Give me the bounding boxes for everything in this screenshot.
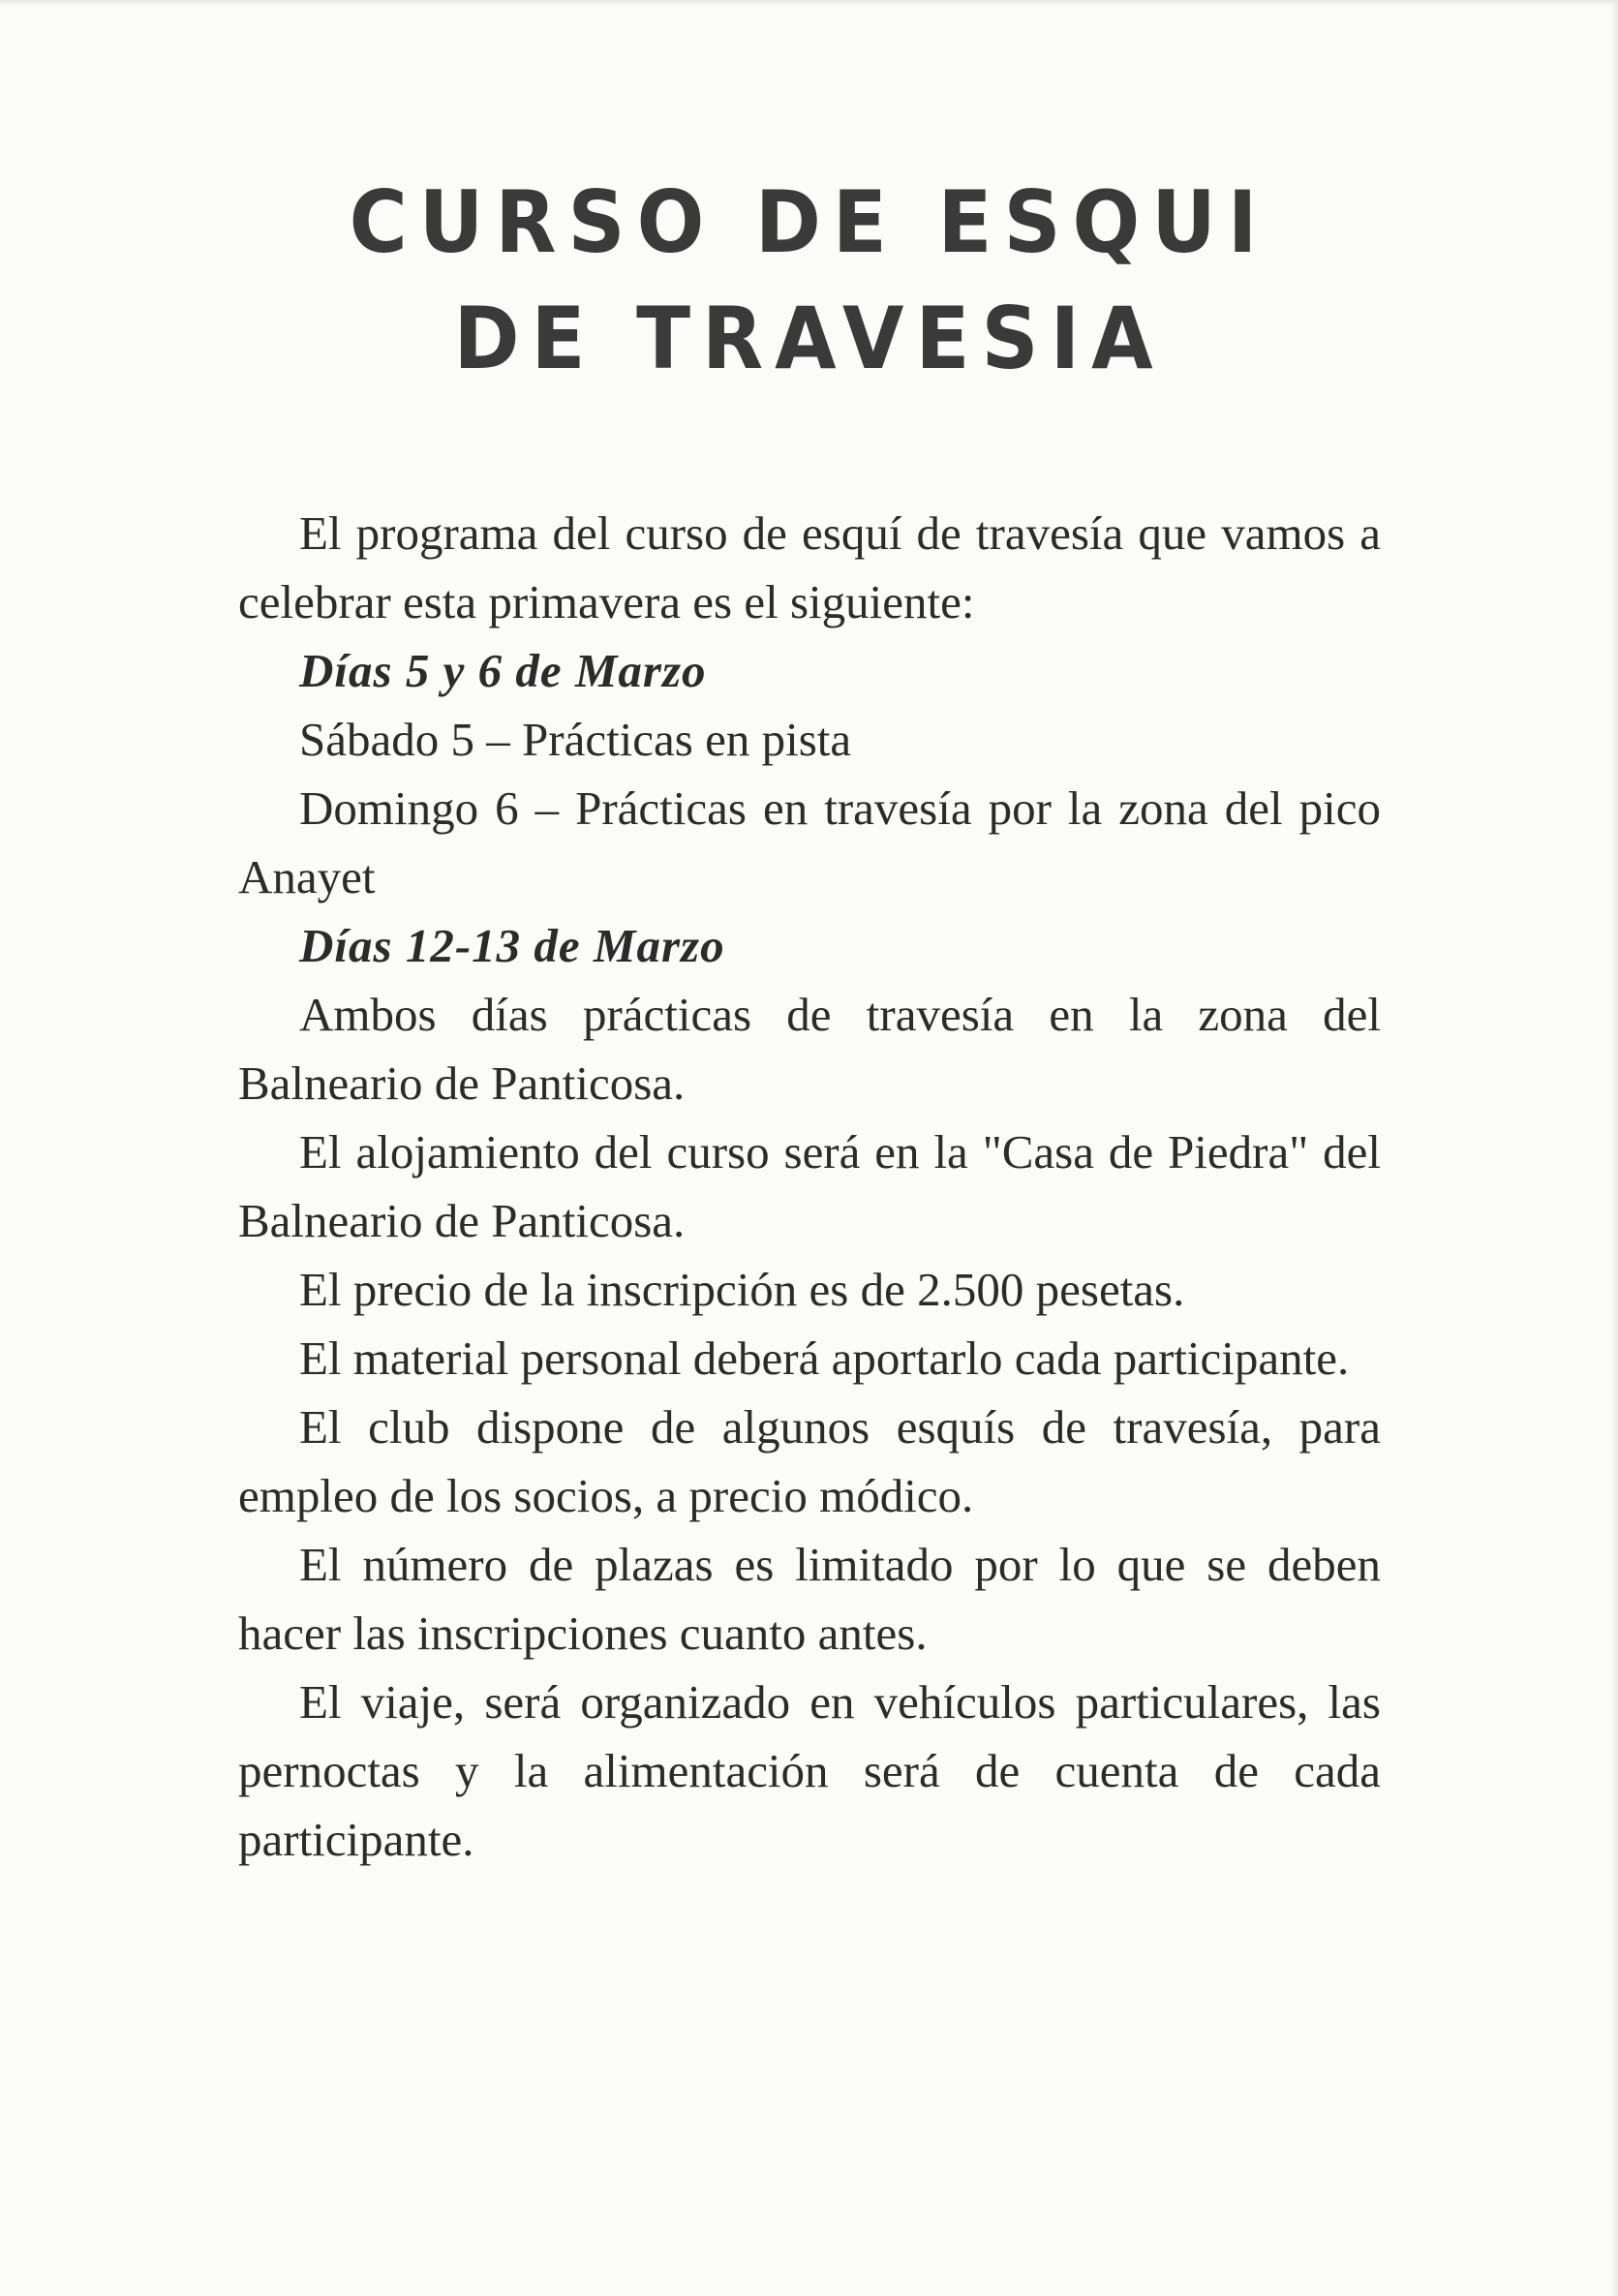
intro-paragraph: El programa del curso de esquí de travesía que vamos a celebrar esta primavera es el siguiente: [238,506,1381,628]
schedule-heading-1: Días 5 y 6 de Marzo [299,644,707,697]
page-title-line-1: CURSO DE ESQUI [349,173,1269,273]
equipment-paragraph: El material personal deberá aportarlo cada participante. [299,1332,1350,1385]
document-body [238,499,1381,1874]
schedule-heading-2: Días 12-13 de Marzo [299,919,725,972]
club-skis-paragraph: El club dispone de algunos esquís de travesía, para empleo de los socios, a precio módico. [238,1400,1381,1522]
travel-paragraph: El viaje, será organizado en vehículos particulares, las pernoctas y la alimentación será de cuenta de cada participante. [238,1675,1381,1866]
places-paragraph: El número de plazas es limitado por lo que se deben hacer las inscripciones cuanto antes. [238,1538,1381,1660]
price-paragraph: El precio de la inscripción es de 2.500 pesetas. [299,1263,1185,1316]
page-title-line-2: DE TRAVESIA [453,290,1165,389]
schedule-item-both-days: Ambos días prácticas de travesía en la zona del Balneario de Panticosa. [238,988,1381,1110]
schedule-item-sunday: Domingo 6 – Prácticas en travesía por la zona del pico Anayet [238,781,1381,903]
page-edge [0,0,1618,6]
accommodation-paragraph: El alojamiento del curso será en la "Casa de Piedra" del Balneario de Panticosa. [238,1125,1381,1247]
schedule-item-saturday: Sábado 5 – Prácticas en pista [299,713,852,766]
